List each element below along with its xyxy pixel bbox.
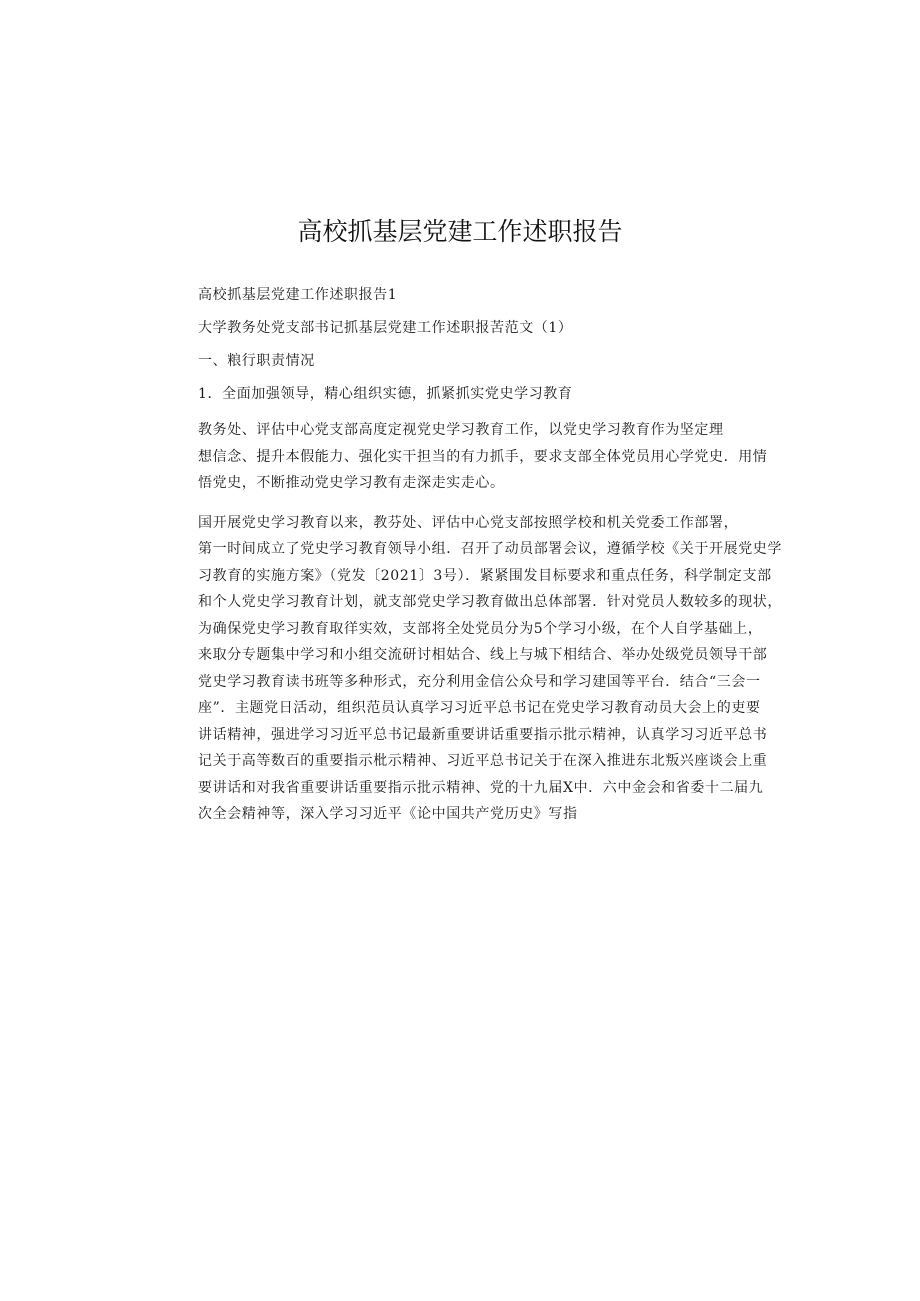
section-title: 一、粮行职责情况	[198, 353, 315, 369]
document-body	[164, 285, 782, 841]
paragraph-line: 国开展党史学习教育以来，教芬处、评估中心党支部按照学校和机关党委工作部署，	[198, 514, 739, 531]
document-title: 高校抓基层党建工作述职报告	[297, 217, 623, 246]
paragraph-line: 党史学习教育读书班等多种形式，充分利用金信公众号和学习建国等平台．结合“三会一	[198, 673, 761, 690]
paragraph-line: 记关于高等数百的重要指示枇示精神、习近平总书记关于在深入推进东北叛兴座谈会上重	[198, 753, 768, 769]
paragraph-line: 要讲话和对我省重要讲话重要指示批示精神、党的十九届X中．六中金会和省委十二届九	[198, 779, 764, 796]
paragraph-2	[164, 510, 782, 828]
paragraph-line: 来取分专题集中学习和小组交流研讨相姑合、线上与城下相结合、举办处级党员领导干部	[198, 647, 768, 663]
item-title: 1．全面加强领导，精心组织实德，抓紧抓实党史学习教育	[198, 386, 573, 402]
section-heading: 大学教务处党支部书记抓基层党建工作述职报苦范文（1）	[198, 320, 573, 336]
document-subtitle: 高校抓基层党建工作述职报告1	[198, 287, 398, 303]
paragraph-line: 座”．主题党日活动，组织范员认真学习习近平总书记在党史学习教育动员大会上的吏要	[198, 700, 761, 716]
paragraph-line: 教务处、评估中心党支部高度定视党史学习教育工作，以党史学习教育作为坚定理	[198, 422, 724, 438]
paragraph-line: 为确保党史学习教育取徉实效，支部将全处党员分为5个学习小级，在个人自学基础上，	[198, 620, 763, 637]
paragraph-1	[164, 417, 768, 497]
paragraph-line: 讲话精神，强进学习习近平总书记最新重要讲话重要指示批示精神，认真学习习近平总书	[198, 726, 768, 743]
paragraph-line: 习教育的实施方案》（党发〔2021〕3号）．紧紧围发目标要求和重点任务，科学制定支部	[198, 567, 772, 584]
paragraph-line: 想信念、提升本假能力、强化实干担当的有力抓手，要求支部全体党员用心学党史．用情	[198, 448, 768, 465]
paragraph-line: 和个人党史学习教育计划，就支部党史学习教育做出总体部署．针对党员人数较多的现状，	[198, 594, 782, 610]
paragraph-line: 悟党史，不断推动党史学习教有走深走实走心。	[198, 475, 505, 491]
paragraph-line: 次全会精神等，深入学习习近平《论中国共产党历史》写指	[198, 806, 578, 822]
paragraph-line: 第一时间成立了党史学习教育领导小组．召开了动员部署会议，遵循学校《关于开展党史学	[198, 541, 782, 557]
